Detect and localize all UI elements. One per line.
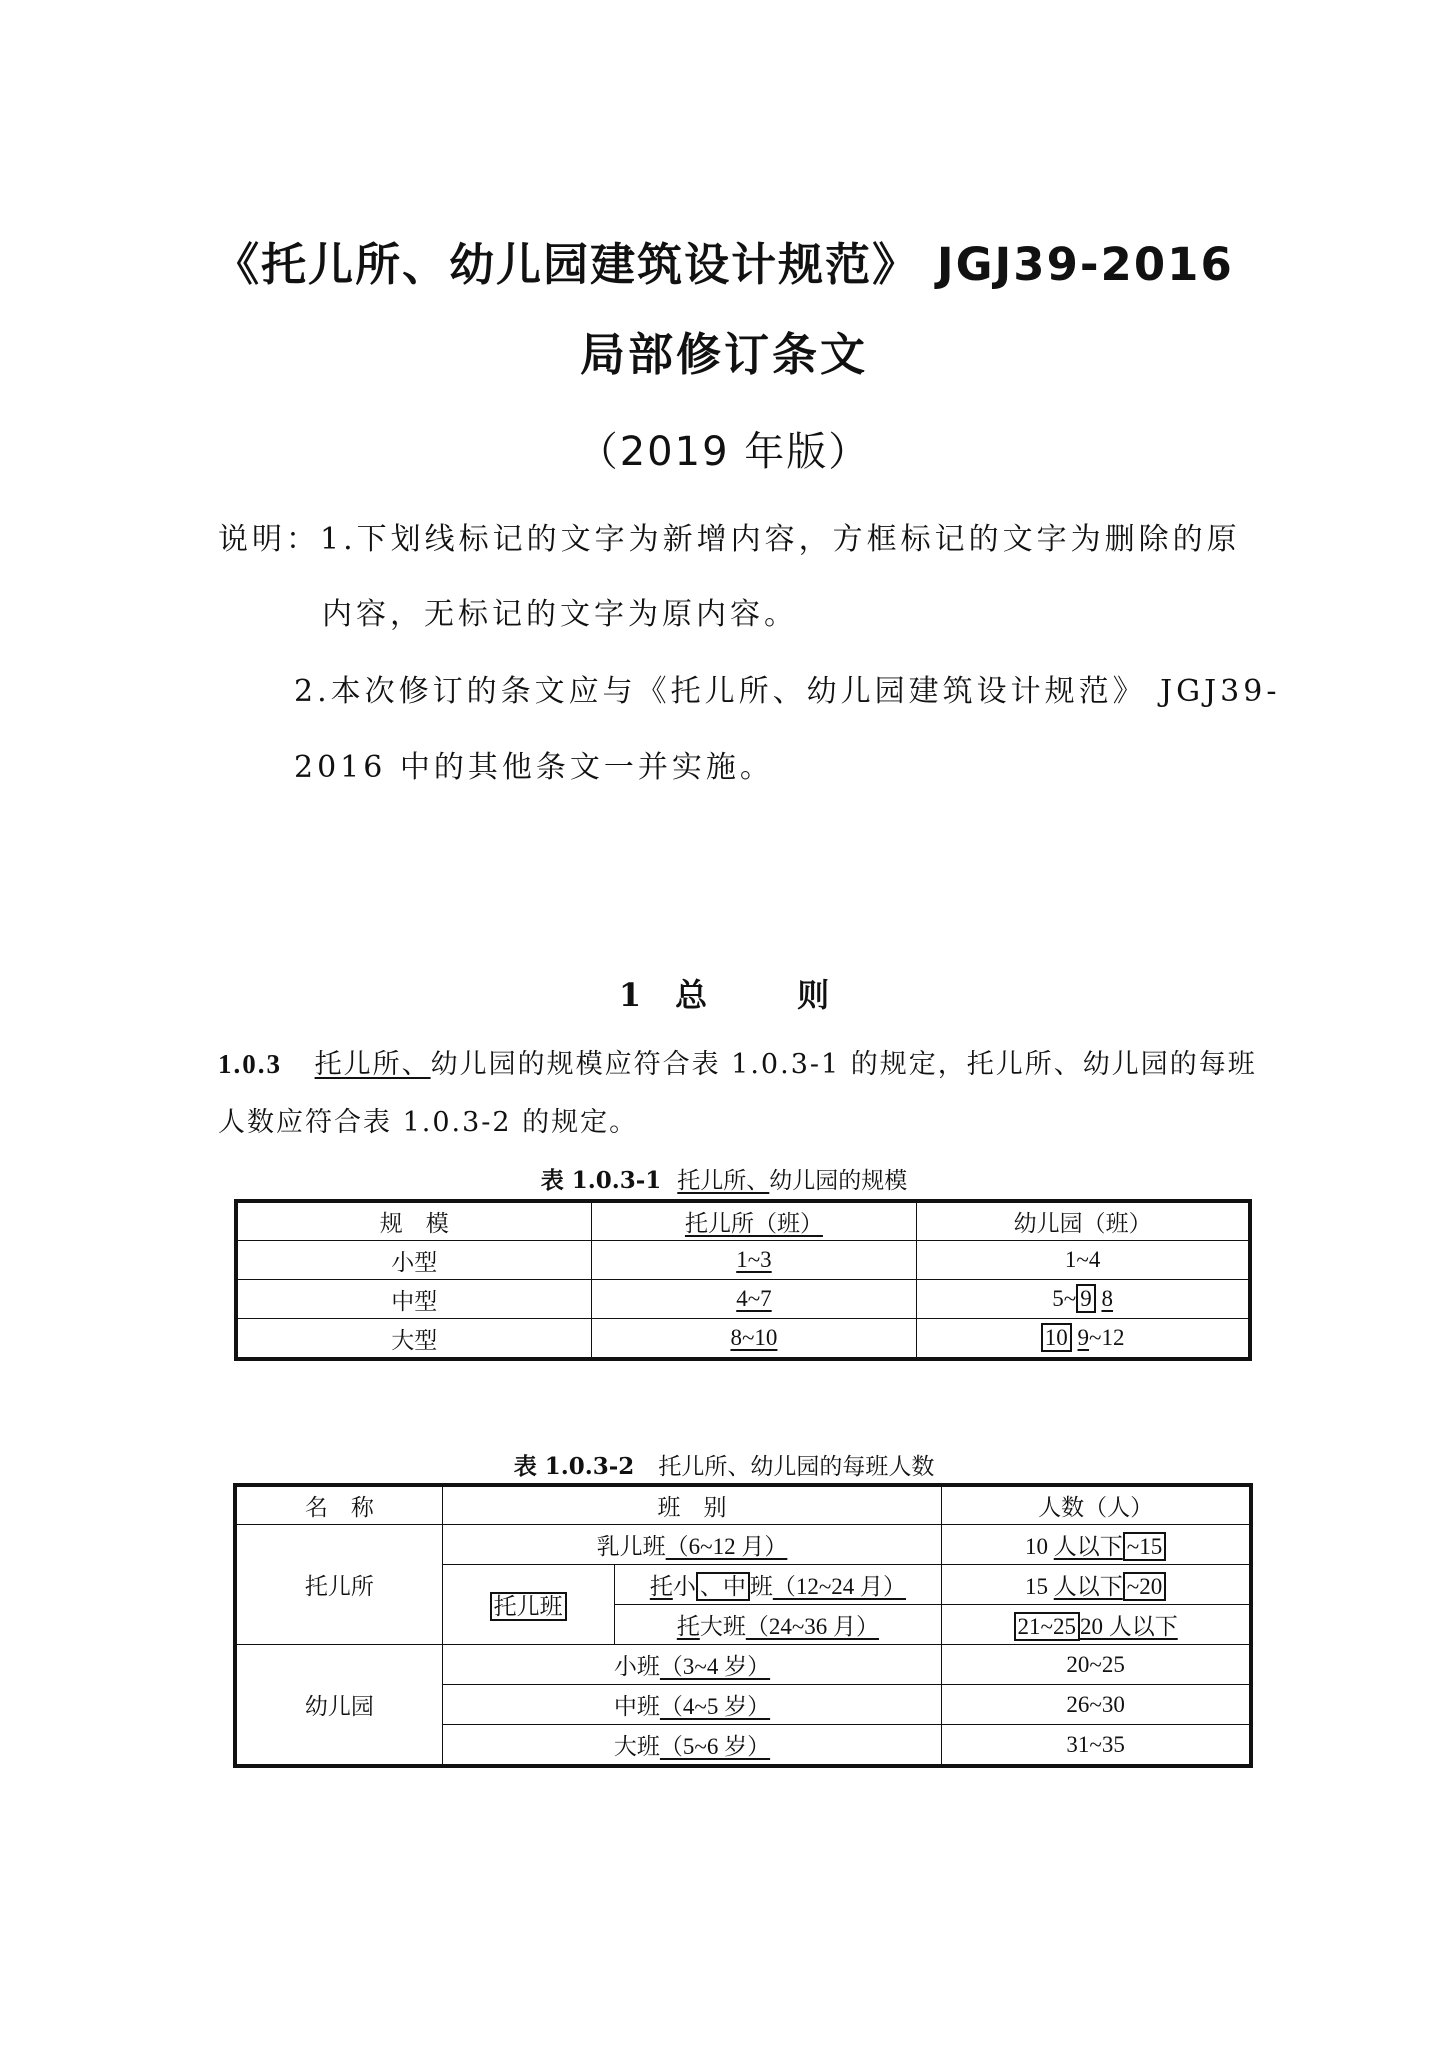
table2-count-cell: 26~30 <box>942 1685 1250 1725</box>
table2-class-cell <box>442 1685 941 1725</box>
table2-class-age: （4~5 岁） <box>659 1694 771 1719</box>
table-row <box>238 1319 1249 1358</box>
table2-class-cell <box>442 1525 941 1565</box>
table2-count-cell: 31~35 <box>942 1725 1250 1765</box>
note-1-line-2: 内容，无标记的文字为原内容。 <box>322 597 798 632</box>
table-row <box>238 1280 1249 1319</box>
table2-class-age: （6~12 月） <box>665 1534 788 1559</box>
table1-cell-kindergarten <box>917 1319 1249 1358</box>
table1-cell-nursery <box>591 1280 917 1319</box>
document-title: 《托儿所、幼儿园建筑设计规范》 JGJ39-2016 <box>214 238 1234 291</box>
table1-kindergarten-value-suffix: ~12 <box>1089 1325 1125 1350</box>
table1-caption <box>0 1162 1448 1195</box>
table1-nursery-value: 1~3 <box>736 1247 772 1272</box>
clause-line-2: 人数应符合表 1.0.3-2 的规定。 <box>218 1107 639 1138</box>
table1-cell-scale: 中型 <box>238 1280 592 1319</box>
table1-nursery-value: 4~7 <box>736 1286 772 1311</box>
table-row <box>237 1525 1250 1565</box>
table2-count-prefix: 15 <box>1025 1574 1054 1599</box>
note-2-line-1: 2.本次修订的条文应与《托儿所、幼儿园建筑设计规范》 JGJ39- <box>294 674 1281 709</box>
table2-class-age: （3~4 岁） <box>659 1654 771 1679</box>
table2-class-name: 乳儿班 <box>596 1534 666 1559</box>
table2-count-added: 人以下 <box>1053 1534 1123 1559</box>
table2-class-name: 大班 <box>699 1614 746 1639</box>
table1-cell-scale: 小型 <box>238 1241 592 1280</box>
table1-header-nursery <box>591 1203 917 1241</box>
table1-kindergarten-value-prefix: 5~ <box>1052 1286 1077 1311</box>
clause-number: 1.0.3 <box>218 1049 282 1079</box>
table-row <box>237 1645 1250 1685</box>
table2-class-age: （12~24 月） <box>772 1574 907 1599</box>
table1-cell-scale: 大型 <box>238 1319 592 1358</box>
table2-caption <box>0 1448 1448 1481</box>
table2-header-name: 名 称 <box>237 1487 443 1525</box>
table2-deleted-group: 托儿班 <box>490 1592 567 1621</box>
table2-class-cell <box>614 1605 942 1645</box>
table2-class-cell <box>614 1565 942 1605</box>
table2-class-cell <box>442 1725 941 1765</box>
table1-cell-nursery <box>591 1241 917 1280</box>
document-edition: （2019 年版） <box>577 429 871 475</box>
table1-cell-kindergarten <box>917 1280 1249 1319</box>
table2-count-added: 人以下 <box>1053 1574 1123 1599</box>
table2-caption-text: 托儿所、幼儿园的每班人数 <box>658 1454 935 1480</box>
table2-count-cell <box>942 1605 1250 1645</box>
table2-deleted-group-cell <box>442 1565 614 1645</box>
table1-cell-nursery <box>591 1319 917 1358</box>
table2-count-added: 20 人以下 <box>1079 1614 1178 1639</box>
table1-caption-text: 幼儿园的规模 <box>769 1168 908 1194</box>
clause-text-1: 幼儿园的规模应符合表 1.0.3-1 的规定，托儿所、幼儿园的每班 <box>430 1049 1257 1080</box>
table2-count-cell <box>942 1525 1250 1565</box>
table2-class-cell <box>442 1645 941 1685</box>
table1-added-value: 8 <box>1101 1286 1113 1311</box>
table2-count-prefix: 10 <box>1025 1534 1054 1559</box>
table2-header-class: 班 别 <box>442 1487 941 1525</box>
table2-class-deleted: 、中 <box>696 1572 750 1601</box>
note-2-line-2: 2016 中的其他条文一并实施。 <box>294 750 774 785</box>
table2-caption-number: 表 1.0.3-2 <box>513 1453 635 1480</box>
table-scale <box>237 1202 1249 1358</box>
table2-class-age: （24~36 月） <box>745 1614 880 1639</box>
document-subtitle: 局部修订条文 <box>579 328 868 381</box>
chapter-title-2: 则 <box>797 976 830 1014</box>
clause-added-text: 托儿所、 <box>314 1049 431 1080</box>
table1-cell-kindergarten <box>917 1241 1249 1280</box>
table2-class-name: 小班 <box>613 1654 660 1679</box>
table1-added-value: 9 <box>1077 1325 1090 1350</box>
table2-count-cell: 20~25 <box>942 1645 1250 1685</box>
table2-class-age: （5~6 岁） <box>659 1734 771 1759</box>
table2-class-added-a: 托 <box>649 1574 673 1599</box>
chapter-number: 1 <box>618 976 642 1014</box>
table1-header-scale: 规 模 <box>238 1203 592 1241</box>
clause-line-1 <box>218 1042 1257 1081</box>
table2-class-name: 大班 <box>613 1734 660 1759</box>
table1-deleted-value: 9 <box>1076 1284 1096 1313</box>
table1-header-kindergarten: 幼儿园（班） <box>917 1203 1249 1241</box>
chapter-heading <box>0 970 1448 1016</box>
table2-class-name: 中班 <box>613 1694 660 1719</box>
table2-count-cell <box>942 1565 1250 1605</box>
table2-count-deleted: ~20 <box>1123 1572 1166 1601</box>
table1-caption-added: 托儿所、 <box>677 1168 770 1194</box>
table-row <box>238 1241 1249 1280</box>
table2-count-deleted: ~15 <box>1123 1532 1166 1561</box>
table2-class-added-a: 托 <box>676 1614 700 1639</box>
table2-kindergarten-label: 幼儿园 <box>237 1645 443 1765</box>
table2-class-name: 小 <box>672 1574 696 1599</box>
note-1-line-1: 说明：1.下划线标记的文字为新增内容，方框标记的文字为删除的原 <box>218 522 1241 557</box>
table2-count-deleted: 21~25 <box>1014 1612 1080 1641</box>
table-class-size <box>236 1486 1250 1765</box>
table2-header-count: 人数（人） <box>942 1487 1250 1525</box>
chapter-title-1: 总 <box>675 976 708 1014</box>
table2-nursery-label: 托儿所 <box>237 1525 443 1645</box>
table1-caption-number: 表 1.0.3-1 <box>540 1167 662 1194</box>
table1-deleted-value: 10 <box>1041 1323 1072 1352</box>
table1-nursery-value: 8~10 <box>730 1325 778 1350</box>
table2-class-suffix: 班 <box>749 1574 773 1599</box>
table1-kindergarten-value: 1~4 <box>1064 1247 1101 1272</box>
table1-header-nursery-text: 托儿所（班） <box>684 1211 823 1236</box>
